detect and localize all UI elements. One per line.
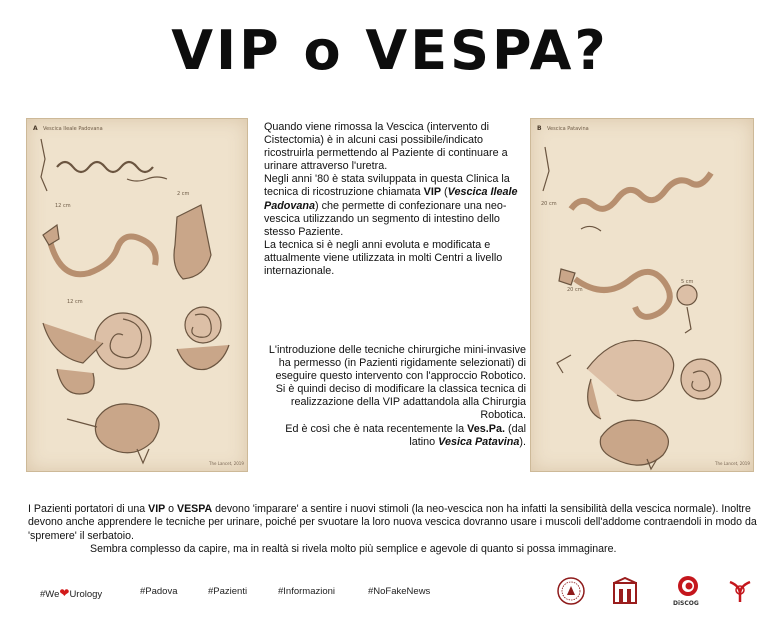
- hospital-building-logo: [612, 577, 638, 609]
- university-seal-logo: [556, 576, 586, 610]
- urology-emblem-logo: [726, 576, 754, 608]
- plate-credit: The Lancet, 2019: [715, 461, 750, 466]
- illustration-vespa: [530, 118, 754, 472]
- intro-text: [264, 121, 526, 278]
- plate-label: 12 cm: [67, 299, 83, 305]
- plate-letter: B: [537, 125, 542, 132]
- robotic-text: [264, 344, 526, 449]
- plate-label: 2 cm: [177, 191, 190, 197]
- vespa-acronym: Ves.Pa.: [467, 422, 505, 435]
- discog-caption: DiSCOG: [673, 600, 699, 607]
- plate-caption: Vescica Ileale Padovana: [43, 126, 103, 132]
- hashtag-we-love-urology[interactable]: #We❤Urology: [40, 586, 103, 600]
- hashtag-padova[interactable]: #Padova: [140, 586, 178, 597]
- plate-label: 20 cm: [567, 287, 583, 293]
- intro-paragraph: Negli anni '80 è stata sviluppata in questa Clinica la tecnica di ricostruzione chiamata VIP (Vescica Ileale Padovana) che permette di confezionare una neo-vescica utilizzando un segmento di intestino dello stesso Paziente.: [264, 173, 518, 238]
- hashtag-informazioni[interactable]: #Informazioni: [278, 586, 336, 597]
- vespa-latin-name: Vesica Patavina: [438, 435, 520, 448]
- bottom-closing: Sembra complesso da capire, ma in realtà si rivela molto più semplice e agevole di quanto si possa immaginare.: [90, 543, 617, 556]
- bottom-text: [28, 503, 758, 557]
- heart-icon: ❤: [59, 586, 70, 600]
- page-title: VIP o VESPA?: [171, 19, 609, 82]
- robotic-paragraph: L'introduzione delle tecniche chirurgiche mini-invasive ha permesso (in Pazienti rigidamente selezionati) di eseguire questo intervento con l'approccio Robotico. Si è quindi deciso di modificare la classica tecnica di realizzazione della VIP adattandola alla Chirurgia Robotica.: [268, 344, 526, 422]
- intro-paragraph: La tecnica si è negli anni evoluta e modificata e attualmente viene utilizzata in molti Centri a livello internazionale.: [264, 238, 503, 278]
- plate-label: 5 cm: [681, 279, 694, 285]
- plate-letter: A: [33, 125, 38, 132]
- bottom-paragraph: I Pazienti portatori di una VIP o VESPA devono 'imparare' a sentire i nuovi stimoli (la neo-vescica non ha infatti la sensibilità della vescica normale). Inoltre devono anche apprendere le tecniche per urinare, poiché per svuotare la loro nuova vescica dovranno usare i muscoli dell'addome contraendoli in modo da 'spremere' il serbatoio.: [28, 503, 757, 542]
- vespa-surgical-sketch: [531, 119, 753, 471]
- discog-logo: [674, 574, 702, 602]
- plate-credit: The Lancet, 2019: [209, 461, 244, 466]
- illustration-vip: [26, 118, 248, 472]
- vip-acronym: VIP: [423, 186, 442, 199]
- plate-label: 20 cm: [541, 201, 557, 207]
- vip-full-name: Vescica Ileale Padovana: [264, 186, 518, 212]
- robotic-paragraph: Ed è così che è nata recentemente la Ves.Pa. (dal latino Vesica Patavina).: [285, 422, 526, 448]
- hashtag-pazienti[interactable]: #Pazienti: [208, 586, 248, 597]
- intro-paragraph: Quando viene rimossa la Vescica (intervento di Cistectomia) è in alcuni casi possibile/indicato ricostruirla permettendo al Paziente di continuare a urinare attraverso l'uretra.: [264, 121, 508, 173]
- vip-surgical-sketch: [27, 119, 247, 471]
- plate-label: 12 cm: [55, 203, 71, 209]
- hashtag-nofakenews[interactable]: #NoFakeNews: [368, 586, 431, 597]
- plate-caption: Vescica Patavina: [547, 126, 589, 132]
